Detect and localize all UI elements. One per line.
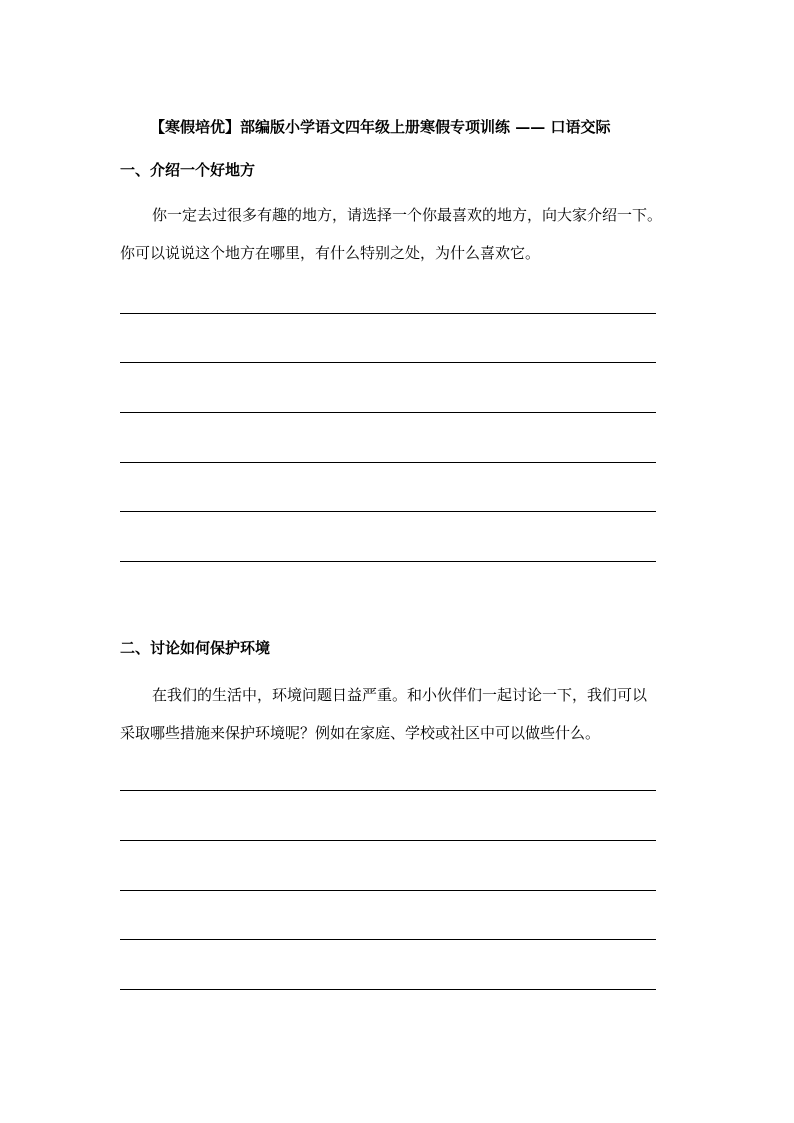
- section-1-prompt: [120, 196, 680, 272]
- section-1-prompt-line-1: 你一定去过很多有趣的地方，请选择一个你最喜欢的地方，向大家介绍一下。: [152, 206, 663, 224]
- answer-line[interactable]: [120, 462, 656, 463]
- answer-line[interactable]: [120, 561, 656, 562]
- section-2-heading: 二、讨论如何保护环境: [120, 639, 271, 657]
- answer-line[interactable]: [120, 939, 656, 940]
- section-2-prompt-line-1: 在我们的生活中，环境问题日益严重。和小伙伴们一起讨论一下，我们可以: [152, 686, 648, 704]
- section-2-prompt-line-2: 采取哪些措施来保护环境呢？例如在家庭、学校或社区中可以做些什么。: [120, 724, 601, 742]
- answer-line[interactable]: [120, 362, 656, 363]
- answer-line[interactable]: [120, 511, 656, 512]
- section-2-prompt: [120, 676, 680, 752]
- answer-line[interactable]: [120, 412, 656, 413]
- answer-line[interactable]: [120, 840, 656, 841]
- answer-line[interactable]: [120, 989, 656, 990]
- answer-line[interactable]: [120, 313, 656, 314]
- section-1-prompt-line-2: 你可以说说这个地方在哪里，有什么特别之处，为什么喜欢它。: [120, 244, 541, 262]
- answer-line[interactable]: [120, 890, 656, 891]
- document-title: 【寒假培优】部编版小学语文四年级上册寒假专项训练 —— 口语交际: [150, 118, 611, 136]
- answer-line[interactable]: [120, 790, 656, 791]
- section-1-heading: 一、介绍一个好地方: [120, 161, 256, 179]
